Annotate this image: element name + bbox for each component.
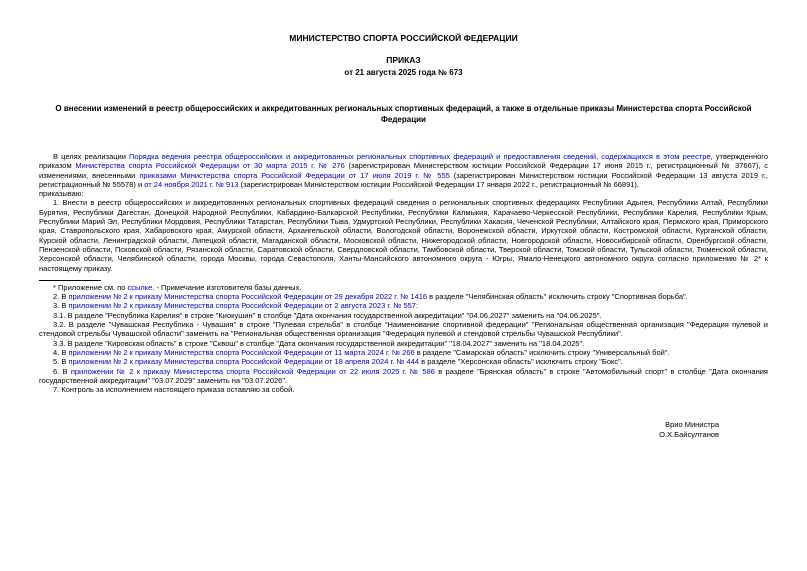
doc-link[interactable]: приложении № 2 к приказу Министерства спорта Российской Федерации от 18 апреля 2024 г. № 444 <box>68 357 420 367</box>
order-item-7 <box>39 385 768 394</box>
doc-link[interactable]: Порядка ведения реестра общероссийских и аккредитованных региональных спортивных федераций и предоставления сведений, содержащихся в этом реестре <box>129 152 711 161</box>
text-run: 7. Контроль за исполнением настоящего приказа оставляю за собой. <box>53 385 295 395</box>
text-run: 1. Внести в реестр общероссийских и аккредитованных региональных спортивных федераций сведения о региональных спортивных федерациях Республики Адыгея, Республики Алтай, Республики Бурятия, Республики Дагестан, Донецкой Народной Республики, Кабардино-Балкарской Республики, Республики Калмыкия, Карачаево-Черкесской Республики, Республики Карелия, Республики Крым, Республики Марий Эл, Республики Мордовия, Республики Татарстан, Республики Тыва, Удмуртской Республики, Республики Хакасия, Чеченской Республики, Алтайского края, Пермского края, Приморского края, Ставропольского края, Хабаровского края, Амурской области, Архангельской области, Вологодской области, Воронежской области, Иркутской области, Костромской области, Курганской области, Курской области, Ленинградской области, Липецкой области, Магаданской области, Московской области, Нижегородской области, Новгородской области, Новосибирской области, Оренбургской области, Пензенской области, Псковской области, Рязанской области, Саратовской области, Свердловской области, Тамбовской области, Тверской области, Томской области, Тульской области, Тюменской области, Херсонской области, Челябинской области, города Москвы, города Севастополя, Ханты-Мансийского автономного округа - Югры, Ямало-Ненецкого автономного округа согласно приложению № 2* к настоящему приказу. <box>39 198 768 273</box>
text-run: 4. В <box>53 347 69 357</box>
text-run: 2. В <box>53 292 69 302</box>
text-run: в разделе "Брянская область" в строке "Автомобильный спорт" в столбце "Дата окончания государственной аккредитации" "03.07.2029" заменить на "03.07.2026". <box>39 366 768 385</box>
doc-link[interactable]: приложении № 2 к приказу Министерства спорта Российской Федерации от 29 декабря 2022 г. № 1416 <box>68 292 428 302</box>
text-run: * Приложение см. по <box>53 282 128 292</box>
footnote-note <box>39 283 768 292</box>
text-run: : <box>415 301 419 311</box>
doc-link[interactable]: приложении № 2 к приказу Министерства спорта Российской Федерации от 11 марта 2024 г. № 266 <box>68 347 415 357</box>
doc-link[interactable]: ссылке <box>127 282 153 292</box>
text-run: В целях реализации <box>53 152 130 161</box>
ministry-name: МИНИСТЕРСТВО СПОРТА РОССИЙСКОЙ ФЕДЕРАЦИИ <box>289 33 518 43</box>
order-item-5 <box>39 357 768 366</box>
text-run: в разделе "Челябинская область" исключить строку "Спортивная борьба". <box>427 292 688 302</box>
text-run: в разделе "Самарская область" исключить строку "Универсальный бой". <box>414 347 670 357</box>
doc-link[interactable]: приложении № 2 к приказу Министерства спорта Российской Федерации от 22 июля 2025 г. № 586 <box>70 366 435 376</box>
doc-link[interactable]: приказами Министерства спорта Российской Федерации от 17 июля 2019 г. № 555 <box>139 170 450 180</box>
order-item-4 <box>39 348 768 357</box>
order-item-3-2 <box>39 320 768 339</box>
doc-link[interactable]: приложении № 2 к приказу Министерства спорта Российской Федерации от 2 августа 2023 г. № 557 <box>68 301 416 311</box>
order-item-2 <box>39 292 768 301</box>
text-run: 3.3. В разделе "Кировская область" в строке "Сквош" в столбце "Дата окончания государственной аккредитации" "18.04.2027" заменить на "18.04.2025". <box>53 338 585 348</box>
text-run: , утвержденного приказом <box>39 152 768 171</box>
text-run: 3. В <box>53 301 69 311</box>
order-item-3-1 <box>39 311 768 320</box>
text-run: (зарегистрирован Министерством юстиции Российской Федерации 17 января 2022 г., регистрационный № 66891), <box>238 179 640 189</box>
text-run: 3.2. В разделе "Чувашская Республика - Чувашия" в строке "Пулевая стрельба" в столбце "Наименование спортивной федерации" "Региональная общественная организация "Федерация пулевой и стендовой стрельбы Чувашской области" заменить на "Региональная общественная организация "Федерация пулевой и стендовой стрельбы Чувашской Республики". <box>39 320 768 339</box>
order-item-3-3 <box>39 339 768 348</box>
doc-link[interactable]: Министерства спорта Российской Федерации от 30 марта 2015 г. № 276 <box>75 161 345 171</box>
decree-word: приказываю: <box>39 189 84 199</box>
text-run: . - Примечание изготовителя базы данных. <box>152 282 302 292</box>
doc-type-heading: ПРИКАЗ <box>386 55 421 65</box>
order-item-3 <box>39 301 768 310</box>
document-body <box>39 152 768 394</box>
text-run: 6. В <box>53 366 71 376</box>
text-run: (зарегистрирован Министерством юстиции Российской Федерации 17 июня 2015 г., регистрационный № 37667), с изменениями, внесенными <box>39 161 768 180</box>
signer-position: Врио Министра <box>665 420 719 430</box>
preamble-paragraph <box>39 152 768 189</box>
footnote-separator <box>39 280 101 281</box>
order-item-6 <box>39 367 768 386</box>
signature-block <box>39 420 768 440</box>
order-item-1 <box>39 198 768 272</box>
text-run: (зарегистрирован Министерством юстиции Российской Федерации 13 августа 2019 г., регистрационный № 55578) и <box>39 170 768 189</box>
doc-date-number: от 21 августа 2025 года № 673 <box>344 68 463 77</box>
signer-name: О.Х.Байсултанов <box>659 430 719 440</box>
text-run: 3.1. В разделе "Республика Карелия" в строке "Киокушин" в столбце "Дата окончания государственной аккредитации" "04.06.2027" заменить на "04.06.2025". <box>53 310 602 320</box>
doc-link[interactable]: от 24 ноября 2021 г. № 913 <box>144 179 239 189</box>
text-run: 5. В <box>53 357 69 367</box>
text-run: в разделе "Херсонская область" исключить строку "Бокс". <box>419 357 623 367</box>
doc-title: О внесении изменений в реестр общероссийских и аккредитованных региональных спортивных федераций, а также в отдельные приказы Министерства спорта Российской Федерации <box>55 104 752 124</box>
